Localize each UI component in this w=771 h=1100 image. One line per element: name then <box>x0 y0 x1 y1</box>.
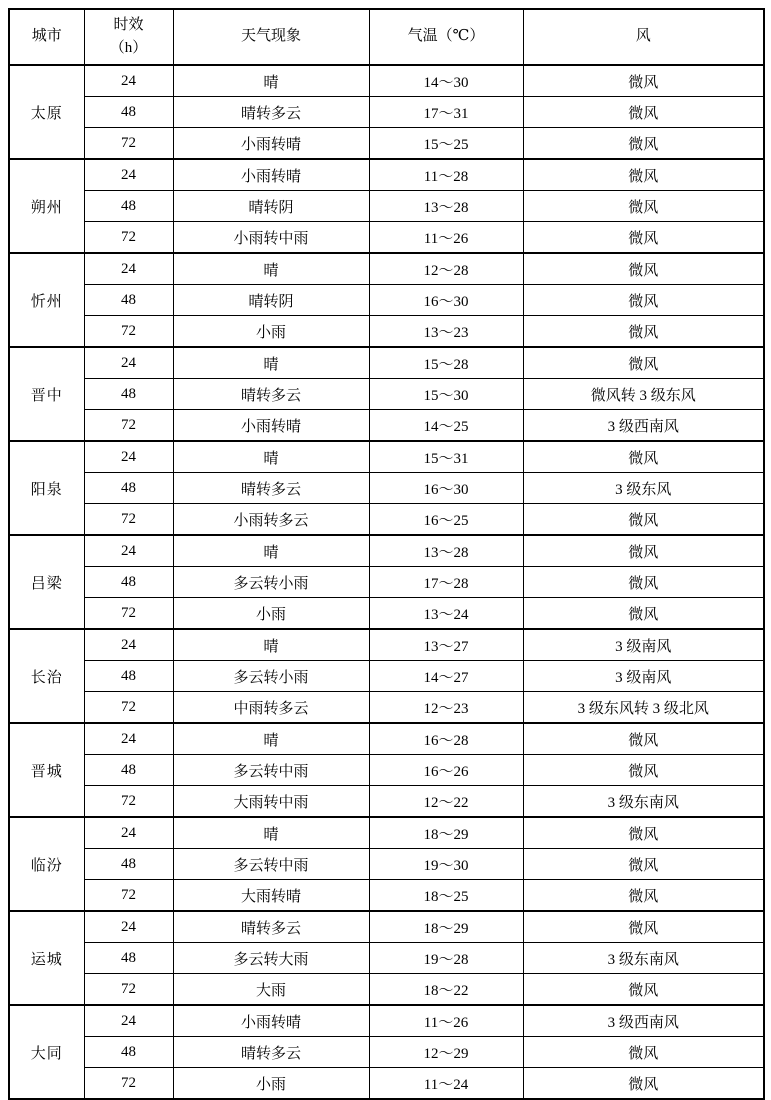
forecast-row <box>9 379 764 410</box>
weather-cell: 多云转大雨 <box>173 943 369 974</box>
wind-cell: 3 级东风转 3 级北风 <box>523 692 764 724</box>
period-cell: 24 <box>84 629 173 661</box>
weather-cell: 晴 <box>173 441 369 473</box>
wind-cell: 3 级西南风 <box>523 1005 764 1037</box>
temperature-cell: 18～29 <box>369 817 523 849</box>
temperature-cell: 14～25 <box>369 410 523 442</box>
temperature-cell: 15～25 <box>369 128 523 160</box>
wind-cell: 微风 <box>523 849 764 880</box>
period-cell: 72 <box>84 222 173 254</box>
forecast-row <box>9 316 764 348</box>
weather-cell: 多云转小雨 <box>173 661 369 692</box>
temperature-cell: 16～30 <box>369 285 523 316</box>
wind-cell: 微风 <box>523 441 764 473</box>
header-city: 城市 <box>9 9 84 65</box>
period-cell: 72 <box>84 880 173 912</box>
period-cell: 72 <box>84 410 173 442</box>
weather-cell: 晴 <box>173 535 369 567</box>
temperature-cell: 12～28 <box>369 253 523 285</box>
weather-cell: 小雨 <box>173 316 369 348</box>
period-cell: 24 <box>84 441 173 473</box>
forecast-row <box>9 347 764 379</box>
weather-cell: 小雨转中雨 <box>173 222 369 254</box>
header-wind: 风 <box>523 9 764 65</box>
weather-cell: 大雨 <box>173 974 369 1006</box>
temperature-cell: 11～24 <box>369 1068 523 1100</box>
temperature-cell: 18～29 <box>369 911 523 943</box>
city-cell: 晋城 <box>9 723 84 817</box>
header-period-line1: 时效 <box>113 16 144 33</box>
period-cell: 48 <box>84 473 173 504</box>
temperature-cell: 12～23 <box>369 692 523 724</box>
weather-cell: 晴 <box>173 723 369 755</box>
forecast-row <box>9 441 764 473</box>
weather-cell: 晴转阴 <box>173 191 369 222</box>
forecast-row <box>9 598 764 630</box>
weather-cell: 晴 <box>173 629 369 661</box>
temperature-cell: 18～22 <box>369 974 523 1006</box>
forecast-row <box>9 974 764 1006</box>
period-cell: 48 <box>84 849 173 880</box>
header-row <box>9 9 764 65</box>
weather-cell: 多云转中雨 <box>173 755 369 786</box>
temperature-cell: 19～30 <box>369 849 523 880</box>
weather-cell: 小雨 <box>173 1068 369 1100</box>
weather-cell: 小雨转晴 <box>173 1005 369 1037</box>
period-cell: 24 <box>84 817 173 849</box>
forecast-row <box>9 1037 764 1068</box>
forecast-row <box>9 473 764 504</box>
wind-cell: 3 级西南风 <box>523 410 764 442</box>
wind-cell: 3 级东南风 <box>523 786 764 818</box>
period-cell: 24 <box>84 723 173 755</box>
wind-cell: 微风 <box>523 253 764 285</box>
forecast-row <box>9 97 764 128</box>
weather-cell: 小雨 <box>173 598 369 630</box>
weather-cell: 晴 <box>173 347 369 379</box>
wind-cell: 微风 <box>523 159 764 191</box>
forecast-row <box>9 1005 764 1037</box>
weather-cell: 晴 <box>173 817 369 849</box>
city-cell: 太原 <box>9 65 84 159</box>
temperature-cell: 13～23 <box>369 316 523 348</box>
header-temperature: 气温（℃） <box>369 9 523 65</box>
period-cell: 48 <box>84 191 173 222</box>
city-cell: 长治 <box>9 629 84 723</box>
weather-cell: 小雨转晴 <box>173 128 369 160</box>
city-cell: 忻州 <box>9 253 84 347</box>
temperature-cell: 13～28 <box>369 535 523 567</box>
temperature-cell: 14～30 <box>369 65 523 97</box>
forecast-row <box>9 222 764 254</box>
period-cell: 72 <box>84 974 173 1006</box>
wind-cell: 微风 <box>523 880 764 912</box>
weather-cell: 多云转小雨 <box>173 567 369 598</box>
weather-cell: 晴转多云 <box>173 1037 369 1068</box>
wind-cell: 微风 <box>523 347 764 379</box>
city-cell: 临汾 <box>9 817 84 911</box>
weather-cell: 大雨转中雨 <box>173 786 369 818</box>
period-cell: 72 <box>84 316 173 348</box>
temperature-cell: 11～28 <box>369 159 523 191</box>
period-cell: 48 <box>84 97 173 128</box>
wind-cell: 微风 <box>523 723 764 755</box>
temperature-cell: 15～30 <box>369 379 523 410</box>
header-period <box>84 9 173 65</box>
forecast-row <box>9 504 764 536</box>
header-weather: 天气现象 <box>173 9 369 65</box>
period-cell: 24 <box>84 535 173 567</box>
temperature-cell: 13～28 <box>369 191 523 222</box>
city-cell: 阳泉 <box>9 441 84 535</box>
temperature-cell: 13～24 <box>369 598 523 630</box>
temperature-cell: 16～30 <box>369 473 523 504</box>
forecast-row <box>9 191 764 222</box>
period-cell: 48 <box>84 285 173 316</box>
city-cell: 朔州 <box>9 159 84 253</box>
period-cell: 24 <box>84 911 173 943</box>
forecast-row <box>9 943 764 974</box>
wind-cell: 微风 <box>523 817 764 849</box>
forecast-row <box>9 65 764 97</box>
wind-cell: 微风 <box>523 128 764 160</box>
weather-cell: 小雨转晴 <box>173 410 369 442</box>
city-cell: 大同 <box>9 1005 84 1099</box>
wind-cell: 微风 <box>523 911 764 943</box>
temperature-cell: 16～25 <box>369 504 523 536</box>
period-cell: 72 <box>84 786 173 818</box>
temperature-cell: 16～26 <box>369 755 523 786</box>
period-cell: 72 <box>84 504 173 536</box>
period-cell: 48 <box>84 661 173 692</box>
temperature-cell: 19～28 <box>369 943 523 974</box>
table-header <box>9 9 764 65</box>
wind-cell: 3 级南风 <box>523 629 764 661</box>
weather-forecast-table <box>8 8 765 1100</box>
city-cell: 晋中 <box>9 347 84 441</box>
temperature-cell: 17～31 <box>369 97 523 128</box>
wind-cell: 微风 <box>523 1068 764 1100</box>
period-cell: 72 <box>84 1068 173 1100</box>
wind-cell: 微风 <box>523 316 764 348</box>
forecast-row <box>9 159 764 191</box>
temperature-cell: 17～28 <box>369 567 523 598</box>
wind-cell: 微风转 3 级东风 <box>523 379 764 410</box>
forecast-row <box>9 567 764 598</box>
temperature-cell: 15～28 <box>369 347 523 379</box>
forecast-row <box>9 911 764 943</box>
weather-cell: 晴转多云 <box>173 911 369 943</box>
wind-cell: 3 级东风 <box>523 473 764 504</box>
table-body <box>9 65 764 1099</box>
forecast-row <box>9 849 764 880</box>
temperature-cell: 15～31 <box>369 441 523 473</box>
period-cell: 24 <box>84 1005 173 1037</box>
forecast-row <box>9 535 764 567</box>
period-cell: 48 <box>84 755 173 786</box>
weather-cell: 晴转多云 <box>173 379 369 410</box>
wind-cell: 3 级南风 <box>523 661 764 692</box>
city-cell: 吕梁 <box>9 535 84 629</box>
forecast-row <box>9 1068 764 1100</box>
temperature-cell: 16～28 <box>369 723 523 755</box>
wind-cell: 微风 <box>523 567 764 598</box>
forecast-row <box>9 692 764 724</box>
forecast-row <box>9 817 764 849</box>
header-period-line2: （h） <box>109 40 148 56</box>
temperature-cell: 11～26 <box>369 222 523 254</box>
wind-cell: 微风 <box>523 598 764 630</box>
wind-cell: 3 级东南风 <box>523 943 764 974</box>
weather-cell: 中雨转多云 <box>173 692 369 724</box>
period-cell: 72 <box>84 598 173 630</box>
forecast-row <box>9 285 764 316</box>
weather-cell: 多云转中雨 <box>173 849 369 880</box>
weather-cell: 晴转多云 <box>173 97 369 128</box>
wind-cell: 微风 <box>523 535 764 567</box>
weather-cell: 小雨转多云 <box>173 504 369 536</box>
period-cell: 48 <box>84 379 173 410</box>
wind-cell: 微风 <box>523 222 764 254</box>
forecast-row <box>9 661 764 692</box>
wind-cell: 微风 <box>523 65 764 97</box>
wind-cell: 微风 <box>523 97 764 128</box>
forecast-row <box>9 128 764 160</box>
period-cell: 48 <box>84 1037 173 1068</box>
temperature-cell: 11～26 <box>369 1005 523 1037</box>
temperature-cell: 12～22 <box>369 786 523 818</box>
temperature-cell: 12～29 <box>369 1037 523 1068</box>
wind-cell: 微风 <box>523 755 764 786</box>
weather-cell: 晴转阴 <box>173 285 369 316</box>
temperature-cell: 14～27 <box>369 661 523 692</box>
wind-cell: 微风 <box>523 191 764 222</box>
forecast-row <box>9 253 764 285</box>
forecast-row <box>9 410 764 442</box>
period-cell: 24 <box>84 159 173 191</box>
weather-cell: 晴转多云 <box>173 473 369 504</box>
weather-cell: 小雨转晴 <box>173 159 369 191</box>
forecast-row <box>9 723 764 755</box>
temperature-cell: 13～27 <box>369 629 523 661</box>
weather-cell: 晴 <box>173 65 369 97</box>
period-cell: 24 <box>84 347 173 379</box>
period-cell: 48 <box>84 943 173 974</box>
period-cell: 24 <box>84 65 173 97</box>
forecast-row <box>9 629 764 661</box>
period-cell: 72 <box>84 692 173 724</box>
wind-cell: 微风 <box>523 285 764 316</box>
period-cell: 48 <box>84 567 173 598</box>
wind-cell: 微风 <box>523 974 764 1006</box>
forecast-row <box>9 755 764 786</box>
wind-cell: 微风 <box>523 504 764 536</box>
period-cell: 72 <box>84 128 173 160</box>
forecast-row <box>9 880 764 912</box>
period-cell: 24 <box>84 253 173 285</box>
weather-cell: 晴 <box>173 253 369 285</box>
city-cell: 运城 <box>9 911 84 1005</box>
forecast-row <box>9 786 764 818</box>
weather-cell: 大雨转晴 <box>173 880 369 912</box>
temperature-cell: 18～25 <box>369 880 523 912</box>
wind-cell: 微风 <box>523 1037 764 1068</box>
